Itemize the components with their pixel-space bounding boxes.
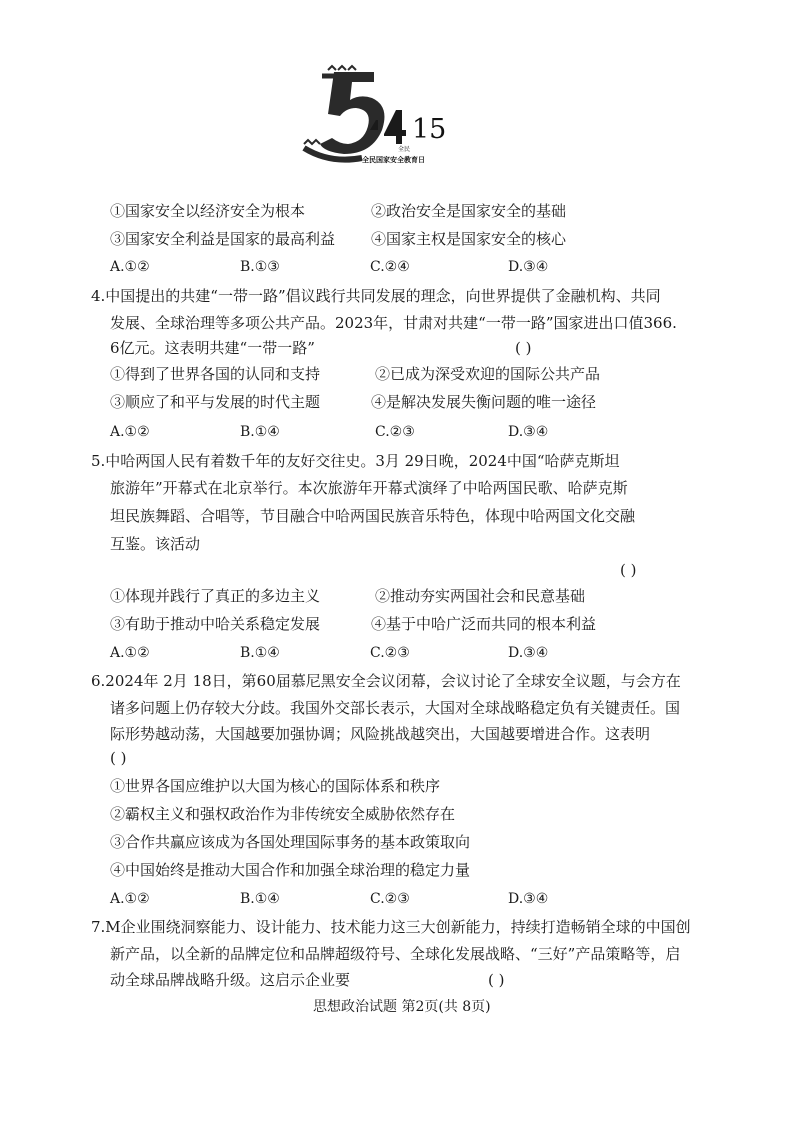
q6-option-3: ③合作共赢应该成为各国处理国际事务的基本政策取向 [110,833,471,851]
q5-choice-a: A.①② [110,645,150,661]
logo-number: 15 [412,114,447,145]
q6-answer-paren: ( ) [110,749,127,767]
q6-option-1: ①世界各国应维护以大国为核心的国际体系和秩序 [110,777,441,795]
q6-choice-b: B.①④ [240,891,280,907]
q6-stem-line-3: 际形势越动荡，大国越要加强协调；风险挑战越突出，大国越要增进合作。这表明 [110,725,651,743]
q4-option-2: ②已成为深受欢迎的国际公共产品 [375,365,601,383]
q3-choice-d: D.③④ [508,259,549,275]
q5-stem-line-3: 坦民族舞蹈、合唱等，节目融合中哈两国民族音乐特色，体现中哈两国文化交融 [110,507,636,525]
q5-stem-line-1: 5.中哈两国人民有着数千年的友好交往史。3月 29日晚，2024中国“哈萨克斯坦 [91,452,620,470]
q6-stem-line-1: 6.2024年 2月 18日，第60届慕尼黑安全会议闭幕，会议讨论了全球安全议题，与会方在 [91,672,681,690]
q6-choice-a: A.①② [110,891,150,907]
q4-choice-c: C.②③ [375,424,415,440]
q6-choice-c: C.②③ [370,891,410,907]
q5-stem-line-4: 互鉴。该活动 [110,535,201,553]
national-security-day-logo [300,64,460,170]
q7-stem-line-3: 动全球品牌战略升级。这启示企业要 [110,971,351,989]
logo-caption: 全民国家安全教育日 [362,156,425,164]
q6-stem-line-2: 诸多问题上仍存较大分歧。我国外交部长表示，大国对全球战略稳定负有关键责任。国 [110,699,681,717]
q7-answer-paren: ( ) [488,971,505,989]
q3-option-2: ②政治安全是国家安全的基础 [371,202,567,220]
q4-choice-d: D.③④ [508,424,549,440]
q4-option-4: ④是解决发展失衡问题的唯一途径 [371,393,597,411]
q4-choice-b: B.①④ [240,424,280,440]
q5-option-3: ③有助于推动中哈关系稳定发展 [110,615,321,633]
q7-stem-line-2: 新产品，以全新的品牌定位和品牌超级符号、全球化发展战略、“三好”产品策略等，启 [110,945,681,963]
q3-option-3: ③国家安全利益是国家的最高利益 [110,230,336,248]
q5-answer-paren: ( ) [620,561,637,579]
q4-choice-a: A.①② [110,424,150,440]
q4-stem-line-3: 6亿元。这表明共建“一带一路” [110,339,315,357]
q3-choice-c: C.②④ [370,259,410,275]
q5-choice-c: C.②③ [370,645,410,661]
q5-option-2: ②推动夯实两国社会和民意基础 [375,587,586,605]
q7-stem-line-1: 7.M企业围绕洞察能力、设计能力、技术能力这三大创新能力，持续打造畅销全球的中国创 [91,918,691,936]
q5-stem-line-2: 旅游年”开幕式在北京举行。本次旅游年开幕式演绎了中哈两国民歌、哈萨克斯 [110,479,628,497]
q4-option-3: ③顺应了和平与发展的时代主题 [110,393,321,411]
q6-option-4: ④中国始终是推动大国合作和加强全球治理的稳定力量 [110,861,471,879]
q3-option-1: ①国家安全以经济安全为根本 [110,202,306,220]
logo-caption-small: 全民 [398,146,411,153]
q4-stem-line-2: 发展、全球治理等多项公共产品。2023年，甘肃对共建“一带一路”国家进出口值366. [110,314,677,332]
q4-stem-line-1: 4.中国提出的共建“一带一路”倡议践行共同发展的理念，向世界提供了金融机构、共同 [91,287,661,305]
q4-answer-paren: ( ) [515,339,532,357]
q3-option-4: ④国家主权是国家安全的核心 [371,230,567,248]
q3-choice-b: B.①③ [240,259,280,275]
q4-option-1: ①得到了世界各国的认同和支持 [110,365,321,383]
q5-option-1: ①体现并践行了真正的多边主义 [110,587,321,605]
q5-option-4: ④基于中哈广泛而共同的根本利益 [371,615,597,633]
q3-choice-a: A.①② [110,259,150,275]
page-footer: 思想政治试题 第2页(共 8页) [313,999,491,1015]
q5-choice-d: D.③④ [508,645,549,661]
q6-choice-d: D.③④ [508,891,549,907]
q6-option-2: ②霸权主义和强权政治作为非传统安全威胁依然存在 [110,805,456,823]
q5-choice-b: B.①④ [240,645,280,661]
